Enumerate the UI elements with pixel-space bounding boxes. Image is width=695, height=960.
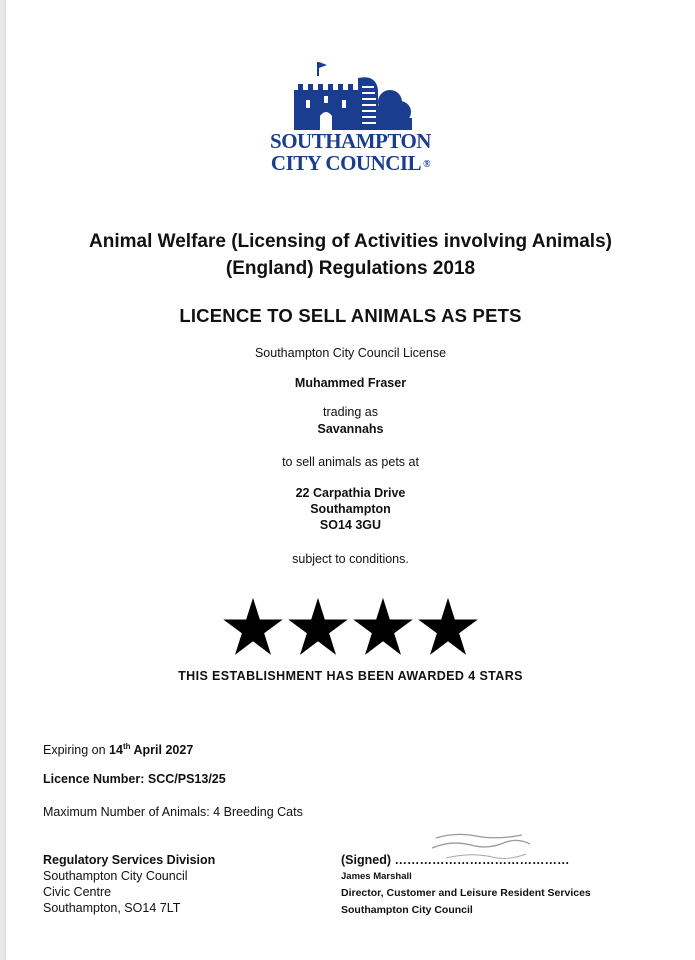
licence-title: LICENCE TO SELL ANIMALS AS PETS — [179, 305, 522, 326]
intro-text: Southampton City Council License — [254, 346, 447, 360]
awarded-text: THIS ESTABLISHMENT HAS BEEN AWARDED 4 STARS — [178, 669, 523, 683]
licence-number: Licence Number: SCC/PS13/25 — [43, 772, 226, 786]
conditions-text: subject to conditions. — [292, 552, 409, 566]
licence-document — [6, 0, 695, 960]
signatory-name: James Marshall — [341, 871, 412, 882]
premises-address — [6, 485, 695, 533]
division-address — [43, 852, 215, 916]
council-logo — [6, 60, 695, 176]
max-animals: Maximum Number of Animals: 4 Breeding Cats — [43, 805, 303, 819]
signatory-block — [341, 852, 591, 919]
registered-mark: ® — [423, 159, 431, 171]
division-line-2: Civic Centre — [43, 885, 112, 899]
signed-line: (Signed) …………………………………… — [341, 853, 570, 867]
signatory-title: Director, Customer and Leisure Resident Services — [341, 887, 591, 899]
star-rating — [6, 596, 695, 658]
star-icon — [417, 596, 479, 658]
star-icon — [222, 596, 284, 658]
star-icon — [352, 596, 414, 658]
signatory-organisation: Southampton City Council — [341, 904, 473, 916]
star-icon — [287, 596, 349, 658]
division-line-3: Southampton, SO14 7LT — [43, 901, 181, 915]
regulation-title — [6, 228, 695, 282]
expiry-date — [43, 739, 193, 758]
logo-line-2: CITY COUNCIL — [270, 151, 422, 175]
regulation-title-line-1: Animal Welfare (Licensing of Activities involving Animals) — [89, 231, 612, 252]
address-line-3: SO14 3GU — [319, 518, 382, 532]
expiry-label: Expiring on — [43, 743, 106, 758]
licensee-name: Muhammed Fraser — [294, 376, 407, 390]
business-name: Savannahs — [317, 422, 384, 436]
regulation-title-line-2: (England) Regulations 2018 — [225, 258, 476, 279]
castle-tower-icon — [286, 60, 416, 130]
address-line-1: 22 Carpathia Drive — [295, 486, 406, 500]
division-title: Regulatory Services Division — [43, 853, 216, 867]
purpose-text: to sell animals as pets at — [282, 455, 419, 469]
address-line-2: Southampton — [310, 502, 391, 516]
logo-line-1: SOUTHAMPTON — [270, 129, 431, 153]
expiry-day: 14th April 2027 — [109, 742, 194, 758]
trading-as-label: trading as — [323, 405, 378, 419]
division-line-1: Southampton City Council — [43, 869, 188, 883]
